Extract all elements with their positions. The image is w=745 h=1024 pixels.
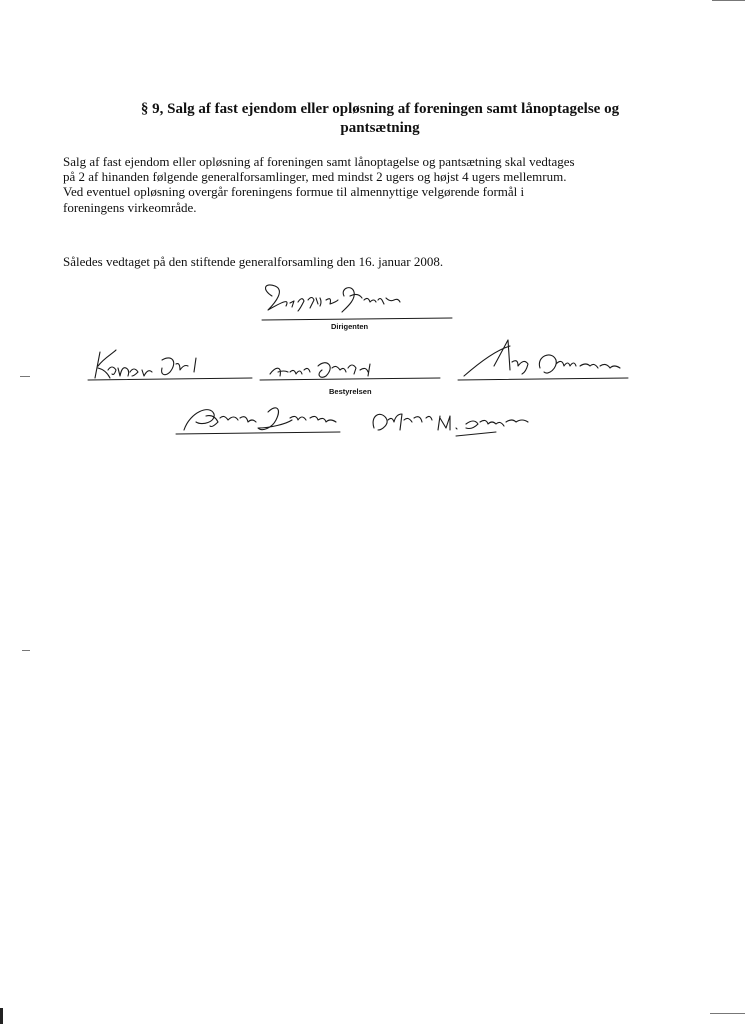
caption-dirigent: Dirigenten <box>331 322 369 331</box>
signature-4 <box>458 340 628 380</box>
caption-bestyrelse: Bestyrelsen <box>329 387 372 396</box>
signature-3 <box>260 363 440 380</box>
scan-edge-mark <box>712 0 745 1</box>
body-line-3: Ved eventuel opløsning overgår foreningens formue til almennyttige velgørende formål i <box>63 184 525 200</box>
signature-2 <box>88 350 252 380</box>
signature-1 <box>262 285 452 320</box>
heading-line-1: § 9, Salg af fast ejendom eller opløsning af foreningen samt lånoptagelse og <box>140 101 620 117</box>
body-line-1: Salg af fast ejendom eller opløsning af foreningen samt lånoptagelse og pantsætning skal vedtages <box>63 154 575 169</box>
signature-5 <box>176 408 340 434</box>
scan-bottom-mark <box>710 1013 745 1014</box>
signature-6 <box>373 414 528 436</box>
scan-corner-mark <box>0 1008 3 1024</box>
heading-line-2: pantsætning <box>340 120 420 136</box>
body-line-4: foreningens virkeområde. <box>63 199 197 215</box>
closing-statement: Således vedtaget på den stiftende generalforsamling den 16. januar 2008. <box>63 254 444 269</box>
scan-dash-mark <box>20 376 30 377</box>
body-line-2: på 2 af hinanden følgende generalforsamlinger, med mindst 2 ugers og højst 4 ugers mellemrum. <box>63 169 567 185</box>
scan-dash-mark-2 <box>22 650 30 651</box>
